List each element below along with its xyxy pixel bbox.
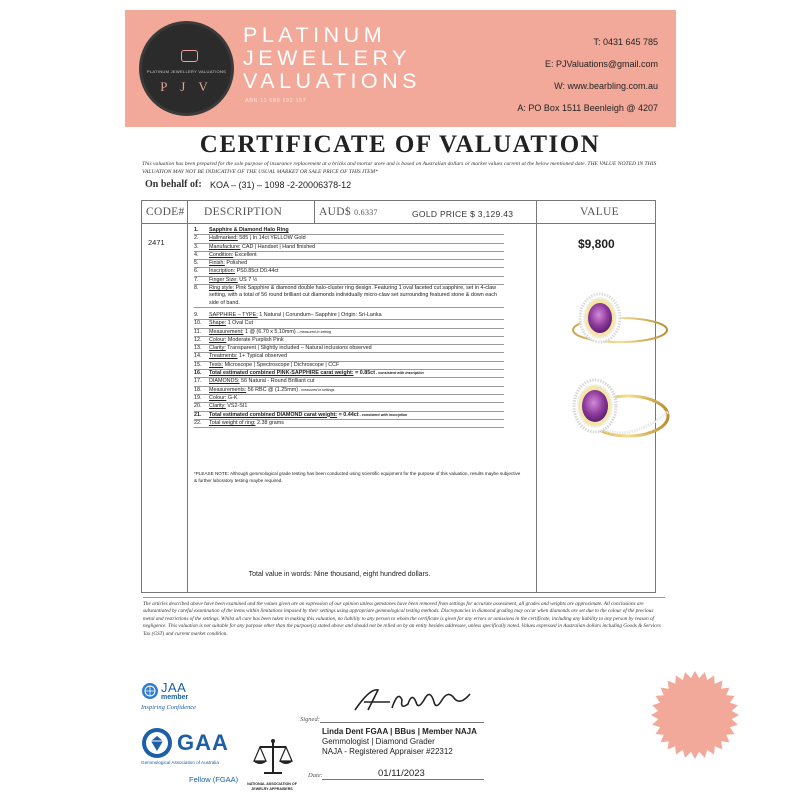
aud-value: 0.6337 — [354, 208, 378, 217]
value-header: VALUE — [580, 206, 619, 218]
item-key: Total estimated combined DIAMOND carat weight: — [209, 411, 338, 418]
item-key: Sapphire & Diamond Halo Ring — [209, 227, 289, 233]
item-key: Clarity: — [209, 345, 226, 352]
jaa-member: member — [161, 694, 189, 701]
item-note: - measured in settings — [298, 387, 335, 392]
item-key: Treatments: — [209, 353, 238, 360]
signed-label: Signed: — [300, 716, 320, 723]
description-item — [194, 345, 504, 353]
jaa-name: JAA — [161, 680, 187, 695]
item-key: Inscription: — [209, 268, 236, 275]
item-key: Shape: — [209, 320, 227, 327]
item-key: Finger Size: — [209, 276, 238, 283]
item-value-text: Pink Sapphire & diamond double halo-cluster ring design. Featuring 1 oval faceted cut sapphire, set in 4-claw setting, with a total of 56 round brilliant cut diamonds individually micro-claw set surrounding featured stone & down each side of band. — [209, 285, 497, 306]
column-divider — [314, 201, 315, 223]
ring-angled-view — [574, 380, 668, 436]
pjv-logo — [139, 21, 234, 116]
description-item — [194, 353, 504, 361]
item-note: - consistent with inscription — [375, 371, 424, 376]
description-item — [194, 277, 504, 285]
naja-text: NATIONAL ASSOCIATION OF JEWELRY APPRAISERS — [247, 782, 297, 791]
description-item — [194, 420, 504, 428]
item-key: Clarity: — [209, 403, 226, 410]
item-key: Hallmarked: — [209, 235, 238, 242]
description-item — [194, 312, 504, 320]
item-number: 16. — [194, 370, 202, 377]
item-key: Total estimated combined PINK-SAPPHIRE carat weight: — [209, 370, 354, 377]
item-value-text: 56 Natural - Round Brilliant cut — [239, 378, 315, 385]
item-number: 21. — [194, 411, 202, 418]
item-value-text: Transparent | Slightly included – Natural inclusions observed — [225, 345, 372, 352]
appraiser-title: Gemmologist | Diamond Grader — [322, 737, 435, 746]
item-number: 18. — [194, 386, 202, 393]
item-value-text: = 0.44ct — [337, 411, 359, 418]
top-disclaimer: This valuation has been prepared for the sole purpose of insurance replacement at a bricks and mortar store and is based on Australian dollars or market values current at the below mentioned date. THE VALUE NOTED IN THIS VALUATION MAY NOT BE INDICATIVE OF THE USUAL MARKET OR SALE PRICE OF THIS ITEM* — [142, 161, 657, 175]
item-value-text: Excellent — [233, 251, 257, 258]
item-key: Manufacture: — [209, 243, 241, 250]
brand-line: JEWELLERY — [243, 46, 411, 70]
description-list — [194, 227, 504, 428]
gaa-name: GAA — [177, 730, 229, 755]
item-key: DIAMONDS: — [209, 378, 240, 385]
item-key: Measurements: — [209, 386, 247, 393]
gem-icon — [181, 50, 198, 62]
gaa-subtitle: Gemmological Association of Australia — [141, 760, 219, 765]
description-item — [194, 370, 504, 378]
item-number: 7. — [194, 276, 199, 283]
appraiser-block — [322, 727, 477, 757]
item-value-text: 2.38 grams — [255, 419, 284, 426]
item-value-text: 585 | In 14ct YELLOW Gold — [237, 235, 306, 242]
brand-name — [243, 24, 421, 93]
item-key: Finish: — [209, 260, 225, 267]
column-divider — [187, 201, 188, 592]
item-number: 9. — [194, 311, 199, 318]
description-item — [194, 252, 504, 260]
item-number: 17. — [194, 378, 202, 385]
item-number: 4. — [194, 251, 199, 258]
description-item — [194, 268, 504, 276]
gold-price — [412, 209, 513, 219]
item-number: 5. — [194, 260, 199, 267]
description-item — [194, 395, 504, 403]
description-item — [194, 227, 504, 235]
item-number: 15. — [194, 361, 202, 368]
description-item — [194, 337, 504, 345]
item-key: Ring style: — [209, 285, 235, 292]
description-header: DESCRIPTION — [204, 206, 283, 218]
item-value-text: Polished — [224, 260, 248, 267]
bottom-disclaimer: The articles described above have been examined and the values given are an expression of our opinion unless gemstones have been removed from settings for accurate assessment, all grades and weights are approximate. All conclusions are substantiated by careful examination of the items within limitations imposed by their settings using appropriate gemmological testing methods. Discrepancies in diamond grading may occur when diamonds are set due to the colour of the precious metal and restrictions of the settings. Whilst all care has been taken in making this valuation, no liability to any person to whom the certificate is given for any errors or omissions in the certificate, including any liability to any person by reason of negligence. This valuation is not suitable for any purpose other than the purpose(s) stated above and should not be relied on by an entity besides addressee, unless specifically noted. Values expressed in Australian dollars including Goods & Services Tax (GST) and current market condition. — [143, 597, 665, 638]
item-note: – measured in setting — [295, 329, 332, 334]
date-label: Date: — [308, 772, 323, 779]
brand-line: VALUATIONS — [243, 69, 422, 93]
jaa-globe-icon — [141, 682, 159, 700]
item-value: $9,800 — [578, 237, 615, 251]
item-number: 8. — [194, 285, 199, 292]
item-value-text: 1 Oval Cut — [226, 320, 254, 327]
gaa-fellow: Fellow (FGAA) — [189, 775, 239, 784]
seal-stamp-icon — [650, 670, 740, 760]
item-number: 11. — [194, 328, 202, 335]
description-item — [194, 362, 504, 370]
item-number: 2. — [194, 235, 199, 242]
appraiser-name: Linda Dent FGAA | BBus | Member NAJA — [322, 727, 477, 736]
signature-line — [320, 722, 484, 723]
gaa-emblem-icon — [141, 727, 173, 759]
description-item — [194, 378, 504, 386]
item-number: 13. — [194, 345, 202, 352]
item-key: Tests: — [209, 361, 224, 368]
item-note: - consistent with inscription — [358, 412, 408, 417]
description-item — [194, 412, 504, 420]
item-key: Condition: — [209, 251, 234, 258]
item-value-text: 1 @ (6.70 x 5.10mm) — [243, 328, 296, 335]
item-key: Colour: — [209, 336, 227, 343]
brand-line: PLATINUM — [243, 23, 387, 47]
description-item — [194, 260, 504, 268]
item-value-text: 56 RBC @ (1.25mm) — [246, 386, 299, 393]
contact-web[interactable]: W: www.bearbling.com.au — [554, 81, 658, 91]
item-value-text: Microscope | Spectroscope | Dichroscope | CCF — [223, 361, 340, 368]
aud-rate — [319, 206, 378, 218]
item-value-text: VS2-SI1 — [225, 403, 248, 410]
item-value-text: PS0.85ct D0.44ct — [235, 268, 279, 275]
description-item — [194, 235, 504, 243]
description-item — [194, 387, 504, 395]
certificate-title: CERTIFICATE OF VALUATION — [199, 131, 601, 158]
description-item — [194, 329, 504, 337]
item-number: 12. — [194, 336, 202, 343]
header-divider — [142, 223, 655, 224]
ring-top-view — [573, 294, 667, 342]
item-key: SAPPHIRE – TYPE: — [209, 311, 258, 318]
ring-photo — [570, 288, 670, 462]
item-value-text: 1+ Typical observed — [237, 353, 288, 360]
appraiser-registration: NAJA - Registered Appraiser #22312 — [322, 747, 453, 756]
signature-image — [350, 680, 480, 720]
item-value-text: Moderate Purplish Pink — [226, 336, 284, 343]
item-number: 14. — [194, 353, 202, 360]
item-value-text: US 7 ½ — [237, 276, 258, 283]
seal-starburst — [651, 671, 739, 759]
jaa-logo — [141, 680, 197, 711]
header-banner — [125, 10, 676, 127]
code-header: CODE# — [146, 206, 185, 218]
aud-label: AUD$ — [319, 206, 351, 218]
description-item — [194, 320, 504, 328]
contact-address: A: PO Box 1511 Beenleigh @ 4207 — [517, 103, 658, 113]
gold-label: GOLD PRICE $ — [412, 209, 476, 219]
item-code: 2471 — [148, 238, 165, 247]
item-key: Total weight of ring: — [209, 419, 256, 426]
contact-email[interactable]: E: PJValuations@gmail.com — [544, 59, 658, 69]
logo-monogram: P J V — [160, 79, 213, 94]
item-number: 19. — [194, 394, 202, 401]
please-note: *PLEASE NOTE: Although gemmological grade testing has been conducted using scientific equipment for the purpose of this valuation, results maybe subjective & further laboratory testing maybe required. — [194, 471, 521, 483]
item-key: Colour: — [209, 394, 227, 401]
description-item — [194, 403, 504, 411]
gold-value: 3,129.43 — [477, 209, 514, 219]
item-value-text: CAD | Handset | Hand finished — [240, 243, 316, 250]
item-number: 6. — [194, 268, 199, 275]
column-divider — [536, 201, 537, 592]
item-value-text: 1 Natural | Corundum– Sapphire | Origin: Sri-Lanka — [257, 311, 382, 318]
item-number: 20. — [194, 403, 202, 410]
item-number: 1. — [194, 227, 199, 233]
item-number: 3. — [194, 243, 199, 250]
behalf-label: On behalf of: — [145, 179, 202, 190]
jaa-tagline: Inspiring Confidence — [141, 704, 197, 711]
abn-number: ABN 11 588 192 157 — [245, 98, 307, 104]
item-value-text: = 0.85ct — [353, 370, 376, 377]
item-value-text: G-K — [226, 394, 238, 401]
item-key: Measurement: — [209, 328, 244, 335]
date-value: 01/11/2023 — [378, 768, 425, 779]
date-line — [322, 779, 484, 780]
description-item — [194, 244, 504, 252]
item-number: 22. — [194, 419, 202, 426]
gaa-logo — [141, 727, 239, 784]
scales-of-justice-icon — [246, 737, 300, 781]
contact-phone: T: 0431 645 785 — [593, 37, 658, 47]
item-number: 10. — [194, 320, 202, 327]
total-in-words: Total value in words: Nine thousand, eight hundred dollars. — [248, 571, 431, 578]
logo-ring-text: PLATINUM JEWELLERY VALUATIONS — [146, 69, 227, 74]
behalf-value: KOA – (31) – 1098 -2-20006378-12 — [210, 180, 352, 190]
description-item — [194, 285, 504, 308]
